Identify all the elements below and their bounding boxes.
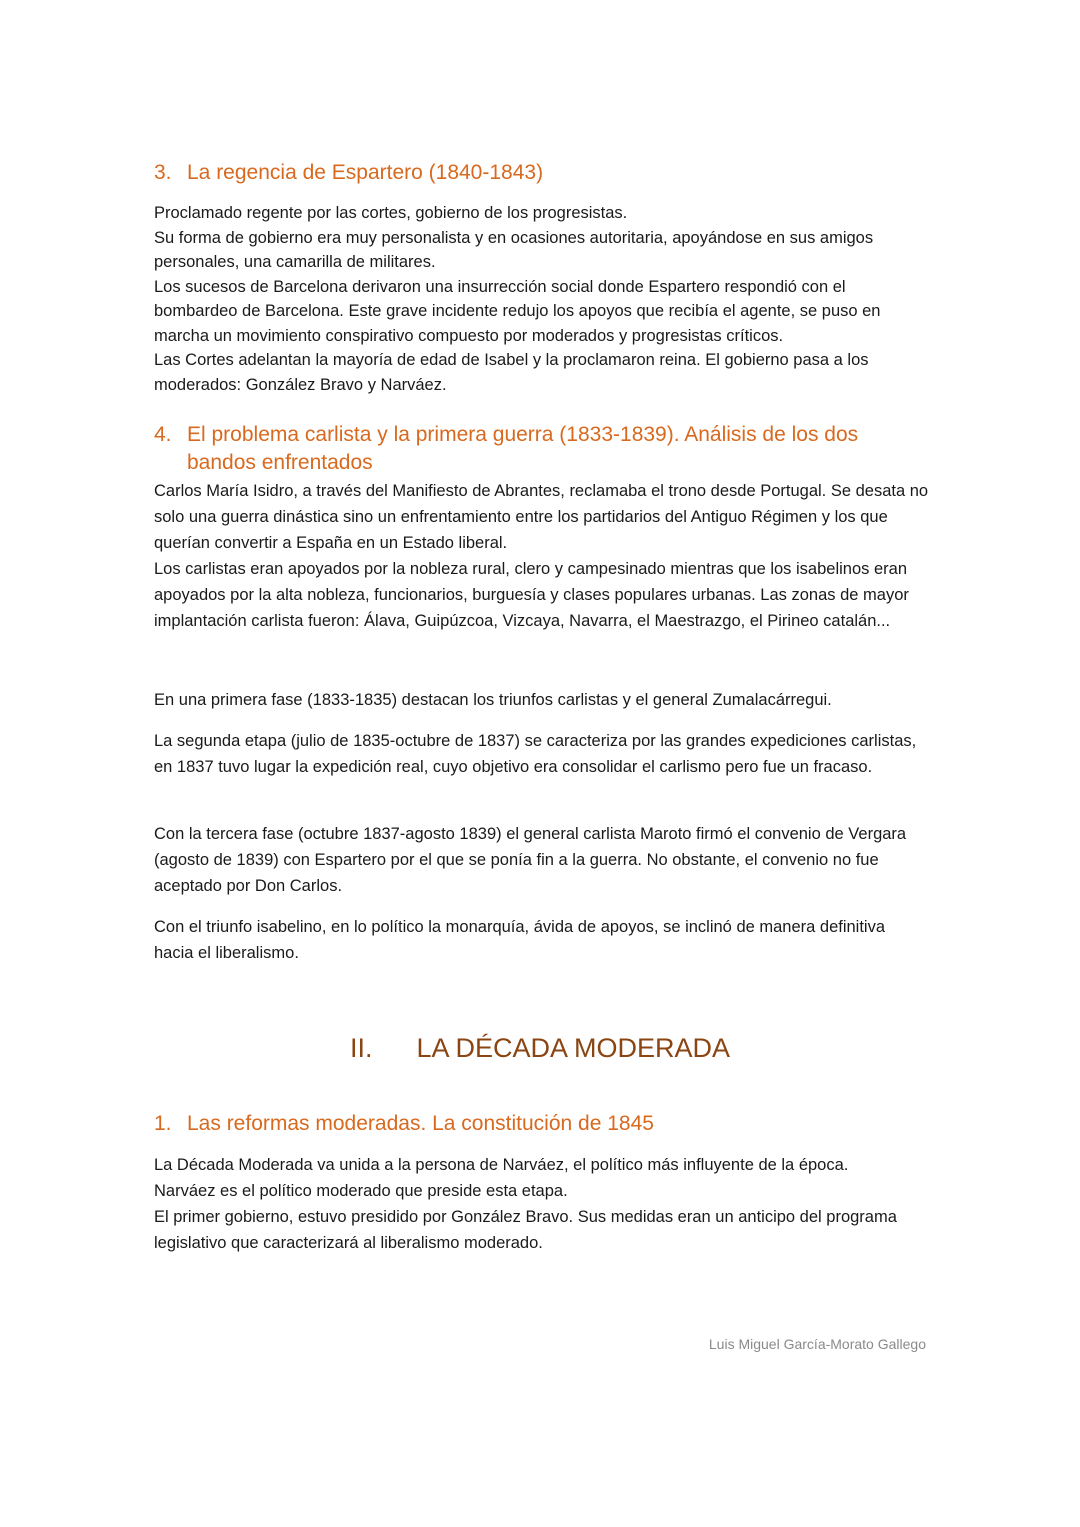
section-title: El problema carlista y la primera guerra (1833-1839). Análisis de los dos bandos enfrentados bbox=[187, 423, 859, 474]
paragraph: Su forma de gobierno era muy personalista y en ocasiones autoritaria, apoyándose en sus amigos personales, una camarilla de militares. bbox=[154, 228, 874, 271]
footer-author: Luis Miguel García-Morato Gallego bbox=[708, 1336, 926, 1352]
paragraph: Los sucesos de Barcelona derivaron una insurrección social donde Espartero respondió con el bombardeo de Barcelona. Este grave incidente redujo los apoyos que recibía el agente, se puso en marcha un movimiento conspirativo compuesto por moderados y progresistas críticos. bbox=[154, 277, 881, 345]
paragraph: Carlos María Isidro, a través del Manifiesto de Abrantes, reclamaba el trono desde Portugal. Se desata no solo una guerra dinástica sino un enfrentamiento entre los partidarios del Antiguo Régimen y los que querían convertir a España en un Estado liberal. bbox=[154, 482, 929, 552]
section-number: 1. bbox=[154, 1112, 172, 1135]
section-title: La regencia de Espartero (1840-1843) bbox=[187, 161, 544, 184]
paragraph: La segunda etapa (julio de 1835-octubre de 1837) se caracteriza por las grandes expediciones carlistas, en 1837 tuvo lugar la expedición real, cuyo objetivo era consolidar el carlismo pero fue un fracaso. bbox=[154, 732, 917, 776]
section-4-phase-2 bbox=[154, 728, 929, 780]
part-number: II. bbox=[349, 1033, 373, 1063]
section-reformas-moderadas bbox=[154, 1110, 929, 1138]
paragraph: Proclamado regente por las cortes, gobierno de los progresistas. bbox=[154, 204, 628, 222]
section-heading bbox=[154, 421, 929, 477]
paragraph: Con la tercera fase (octubre 1837-agosto 1839) el general carlista Maroto firmó el convenio de Vergara (agosto de 1839) con Espartero por el que se ponía fin a la guerra. No obstante, el convenio no fue aceptado por Don Carlos. bbox=[154, 825, 907, 895]
part-heading bbox=[0, 1031, 1080, 1065]
section-number: 4. bbox=[154, 423, 172, 446]
section-title: Las reformas moderadas. La constitución de 1845 bbox=[187, 1112, 654, 1135]
paragraph: Las Cortes adelantan la mayoría de edad de Isabel y la proclamaron reina. El gobierno pasa a los moderados: González Bravo y Narváez. bbox=[154, 351, 869, 394]
section-heading bbox=[154, 159, 929, 187]
paragraph: En una primera fase (1833-1835) destacan los triunfos carlistas y el general Zumalacárregui. bbox=[154, 691, 832, 709]
section-3-body bbox=[154, 201, 929, 397]
section-4-intro bbox=[154, 478, 929, 634]
section-number: 3. bbox=[154, 161, 172, 184]
section-heading bbox=[154, 1110, 929, 1138]
section-regencia-espartero bbox=[154, 159, 929, 187]
section-problema-carlista bbox=[154, 421, 929, 477]
section-1-body bbox=[154, 1152, 929, 1256]
paragraph: Narváez es el político moderado que preside esta etapa. bbox=[154, 1182, 568, 1200]
paragraph: Con el triunfo isabelino, en lo político la monarquía, ávida de apoyos, se inclinó de manera definitiva hacia el liberalismo. bbox=[154, 918, 886, 962]
paragraph: La Década Moderada va unida a la persona de Narváez, el político más influyente de la época. bbox=[154, 1156, 849, 1174]
section-4-phase-3 bbox=[154, 821, 929, 899]
part-title: LA DÉCADA MODERADA bbox=[416, 1033, 731, 1063]
section-4-conclusion bbox=[154, 914, 929, 966]
section-4-phase-1 bbox=[154, 687, 929, 713]
paragraph: Los carlistas eran apoyados por la nobleza rural, clero y campesinado mientras que los isabelinos eran apoyados por la alta nobleza, funcionarios, burguesía y clases populares urbanas. Las zonas de mayor implantación carlista fueron: Álava, Guipúzcoa, Vizcaya, Navarra, el Maestrazgo, el Pirineo catalán... bbox=[154, 560, 909, 630]
paragraph: El primer gobierno, estuvo presidido por González Bravo. Sus medidas eran un anticipo del programa legislativo que caracterizará al liberalismo moderado. bbox=[154, 1208, 897, 1252]
